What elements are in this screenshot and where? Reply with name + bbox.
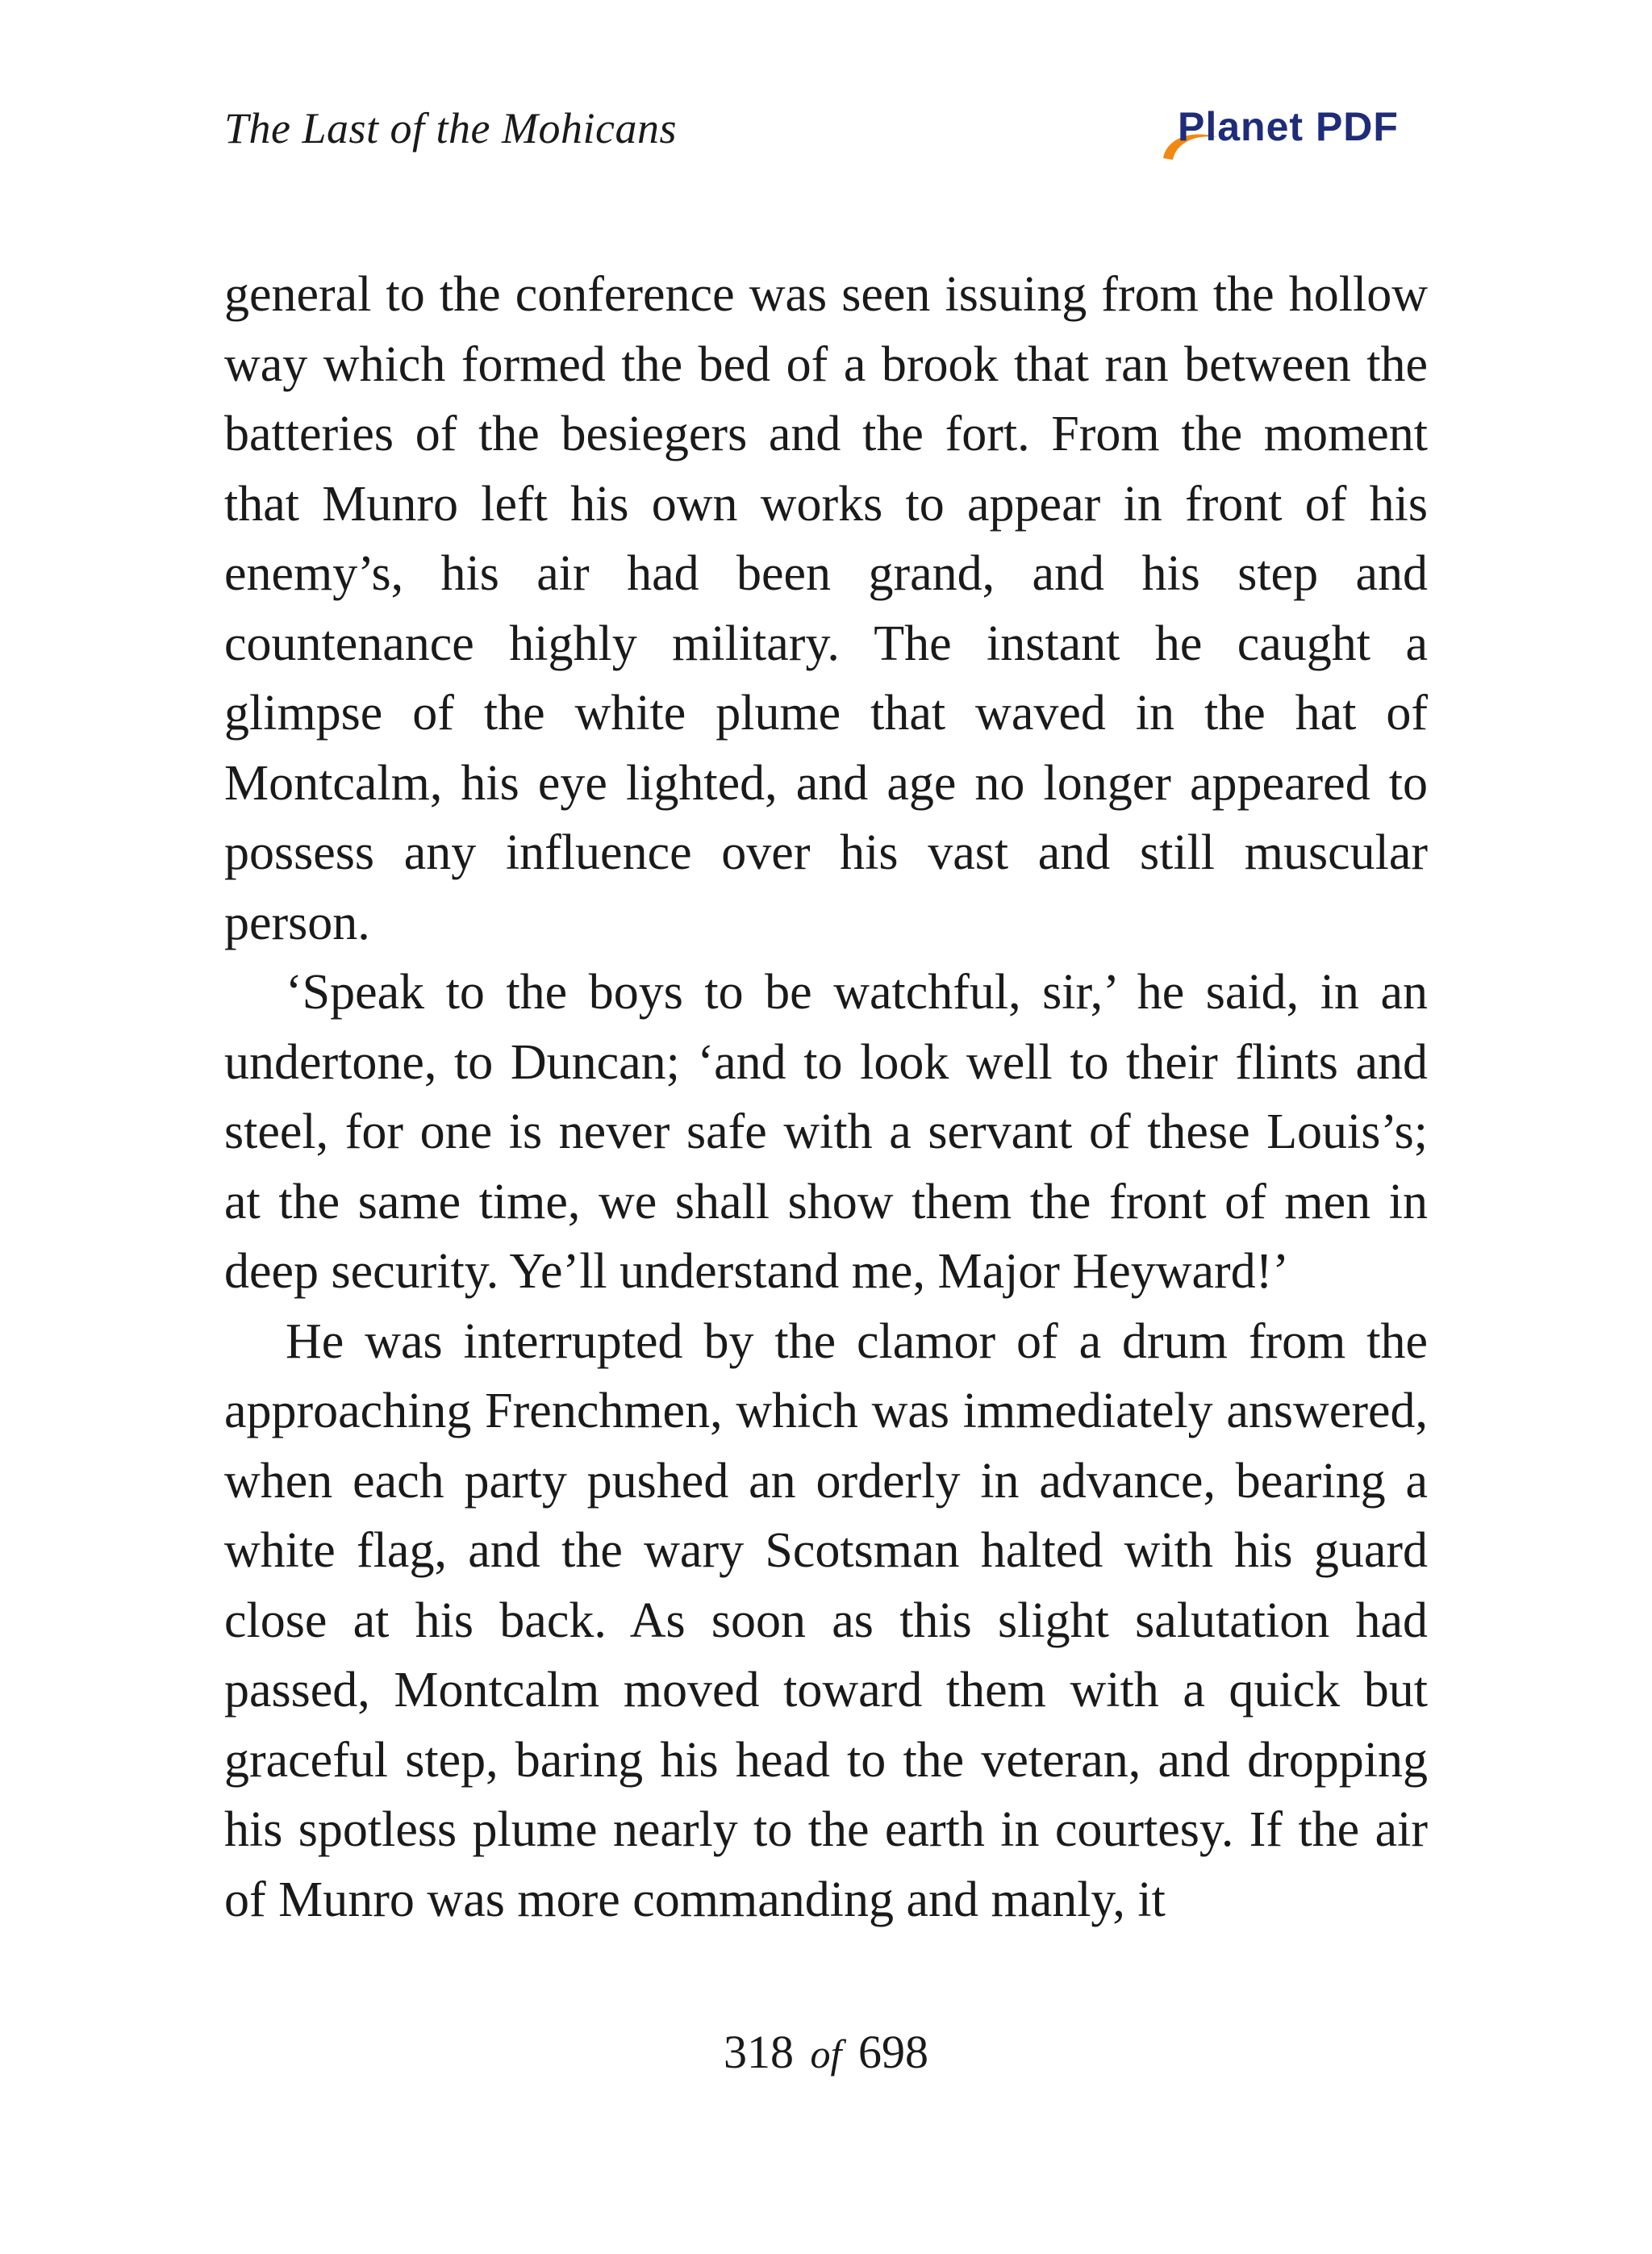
- total-pages: 698: [857, 2026, 928, 2078]
- page-body: [224, 260, 1428, 1935]
- page-of-label: of: [810, 2031, 842, 2077]
- current-page: 318: [724, 2026, 795, 2078]
- paragraph: He was interrupted by the clamor of a drum from the approaching Frenchmen, which was immediately answered, when each party pushed an orderly in advance, bearing a white flag, and the wary Scotsman halted with his guard close at his back. As soon as this slight salutation had passed, Montcalm moved toward them with a quick but graceful step, baring his head to the veteran, and dropping his spotless plume nearly to the earth in courtesy. If the air of Munro was more commanding and manly, it: [224, 1313, 1428, 1927]
- book-title: The Last of the Mohicans: [224, 104, 677, 152]
- planet-pdf-logo[interactable]: [1158, 103, 1433, 168]
- page-number: [0, 2025, 1652, 2079]
- logo-text: Planet PDF: [1178, 104, 1399, 149]
- paragraph: ‘Speak to the boys to be watchful, sir,’ he said, in an undertone, to Duncan; ‘and to look well to their flints and steel, for one is never safe with a servant of these Louis’s; at the same time, we shall show them the front of men in deep security. Ye’ll understand me, Major Heyward!’: [224, 965, 1428, 1299]
- paragraph: general to the conference was seen issuing from the hollow way which formed the bed of a brook that ran between the batteries of the besiegers and the fort. From the moment that Munro left his own works to appear in front of his enemy’s, his air had been grand, and his step and countenance highly military. The instant he caught a glimpse of the white plume that waved in the hat of Montcalm, his eye lighted, and age no longer appeared to possess any influence over his vast and still muscular person.: [224, 267, 1428, 950]
